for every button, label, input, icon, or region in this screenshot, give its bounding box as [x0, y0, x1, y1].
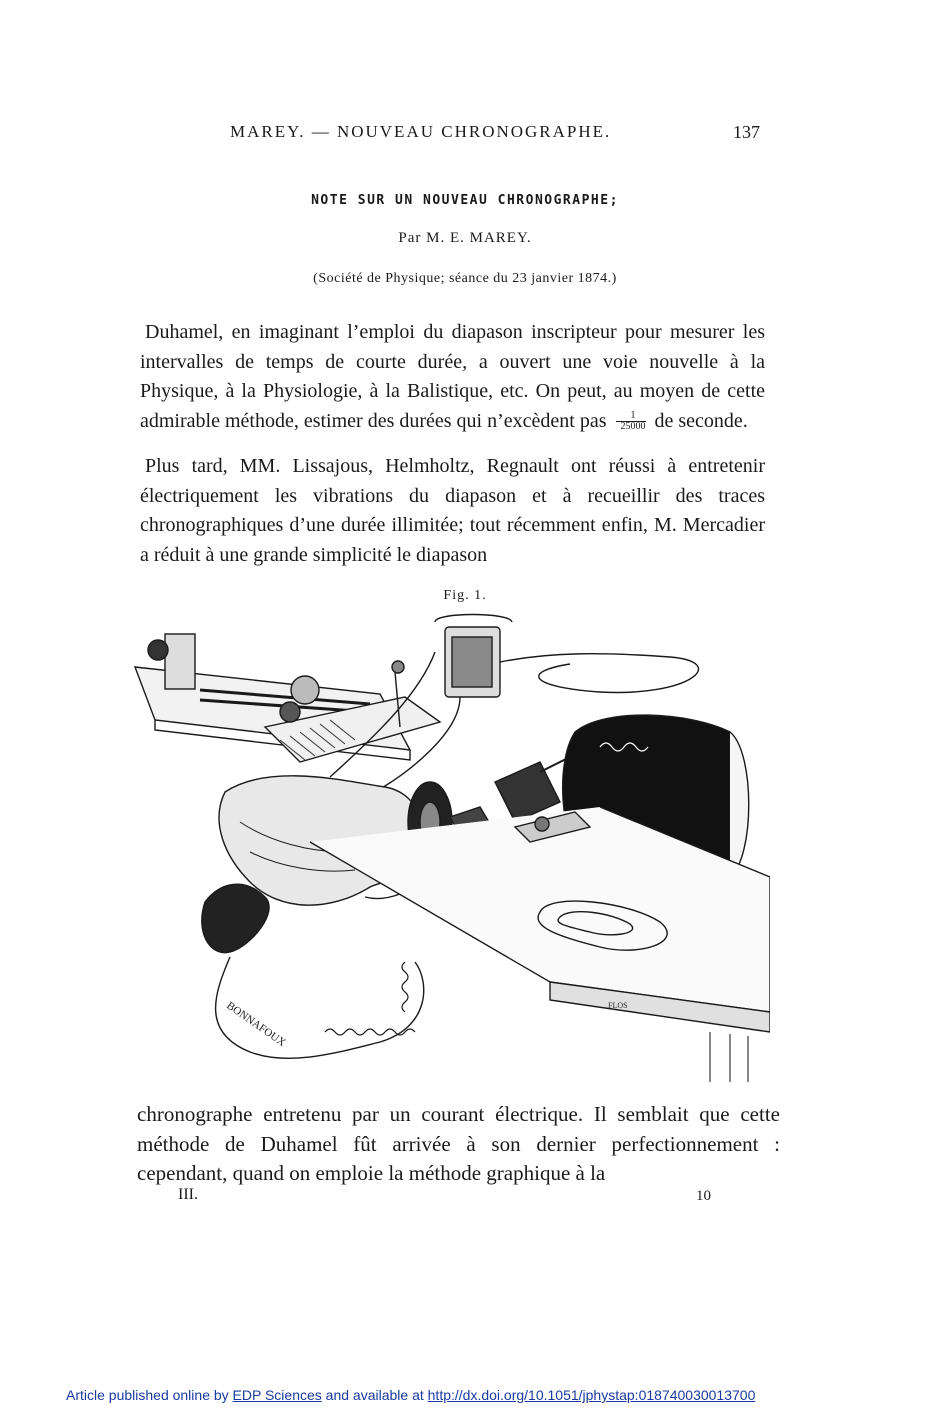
figure-caption: Fig. 1. — [443, 588, 487, 603]
sheet-number: 10 — [696, 1188, 711, 1204]
engraver-signature-left: BONNAFOUX — [224, 999, 288, 1050]
fraction — [616, 411, 646, 432]
running-head-title: MAREY. — NOUVEAU CHRONOGRAPHE. — [230, 122, 612, 141]
footer-middle: and available at — [325, 1387, 424, 1403]
paragraph-1 — [140, 318, 765, 436]
engraver-signature-right: FLOS — [608, 1001, 628, 1010]
article-byline: Par M. E. MAREY. — [398, 230, 532, 246]
paragraph-2: Plus tard, MM. Lissajous, Helmholtz, Regnault ont réussi à entretenir électriquement les vibrations du diapason et à recueillir des traces chronographiques d’une durée illimitée; tout récemment enfin, M. Mercadier a réduit à une grande simplicité le diapason — [140, 455, 765, 566]
footer-prefix: Article published online by — [66, 1387, 229, 1403]
doi-link[interactable]: http://dx.doi.org/10.1051/jphystap:018740030013700 — [427, 1387, 756, 1403]
article-title: NOTE SUR UN NOUVEAU CHRONOGRAPHE; — [311, 193, 619, 208]
footer — [66, 1387, 755, 1403]
chronograph-engraving — [130, 612, 770, 1082]
paragraph-1-text: Duhamel, en imaginant l’emploi du diapason inscripteur pour mesurer les intervalles de temps de courte durée, a ouvert une voie nouvelle à la Physique, à la Physiologie, à la Balistique, etc. On peut, au moyen de cette admirable méthode, estimer des durées qui n’excèdent pas — [140, 321, 765, 432]
fraction-denominator: 25000 — [620, 421, 646, 433]
signature-mark: III. — [178, 1186, 198, 1203]
paragraph-1-end: de seconde. — [654, 409, 748, 432]
paragraph-3: chronographe entretenu par un courant électrique. Il semblait que cette méthode de Duhamel fût arrivée à son dernier perfectionnement : cependant, quand on emploie la méthode graphique à la — [137, 1102, 780, 1185]
session-note: (Société de Physique; séance du 23 janvier 1874.) — [313, 271, 617, 286]
page-number: 137 — [733, 122, 760, 142]
fraction-numerator: 1 — [616, 411, 646, 422]
publisher-link[interactable]: EDP Sciences — [232, 1387, 322, 1403]
